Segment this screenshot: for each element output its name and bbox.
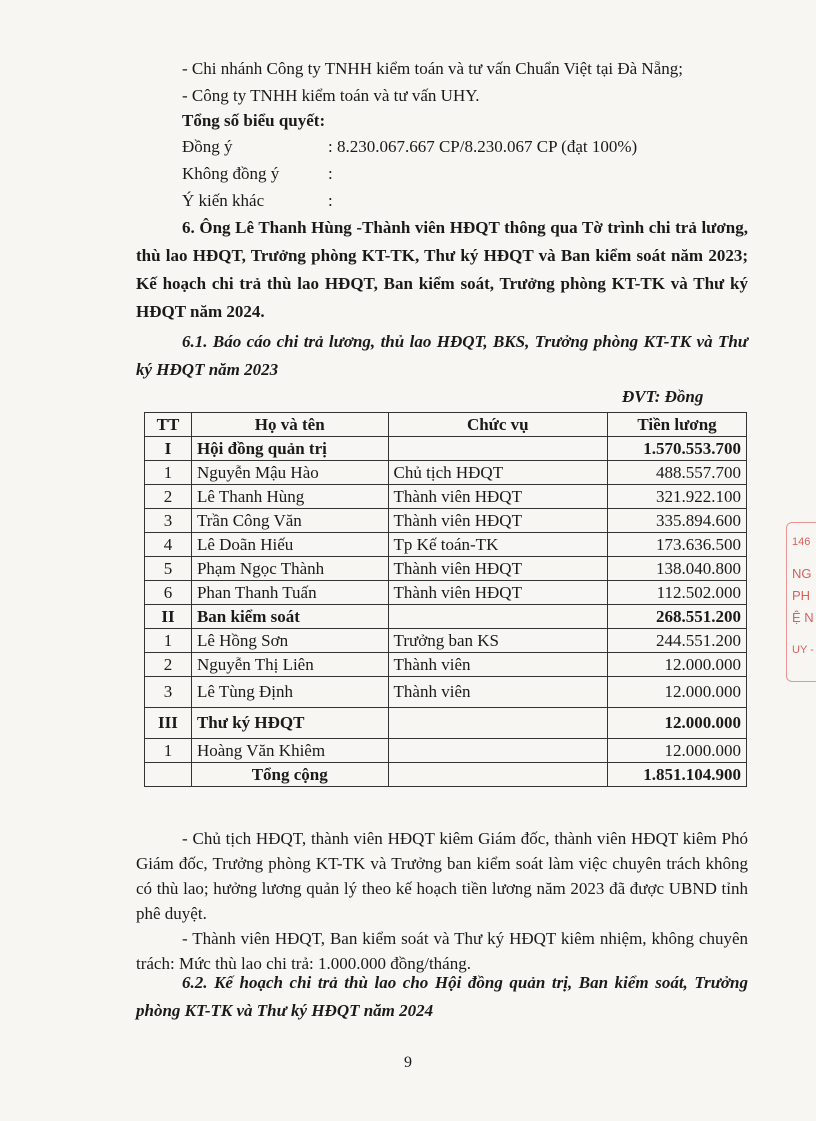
table-row xyxy=(145,437,747,461)
table-row xyxy=(145,533,747,557)
row-amount: 12.000.000 xyxy=(608,739,747,763)
row-tt: 3 xyxy=(145,509,192,533)
row-tt: III xyxy=(145,708,192,739)
vote-agree-label: Đồng ý xyxy=(182,137,233,156)
header-tt: TT xyxy=(145,413,192,437)
row-name: Nguyễn Thị Liên xyxy=(191,653,388,677)
votes-heading: Tổng số biểu quyết: xyxy=(182,111,326,130)
table-row xyxy=(145,708,747,739)
row-tt: II xyxy=(145,605,192,629)
table-row xyxy=(145,581,747,605)
table-row xyxy=(145,739,747,763)
row-name: Ban kiểm soát xyxy=(191,605,388,629)
row-name: Thư ký HĐQT xyxy=(191,708,388,739)
row-name: Hoàng Văn Khiêm xyxy=(191,739,388,763)
table-row xyxy=(145,653,747,677)
intro-line-2: - Công ty TNHH kiểm toán và tư vấn UHY. xyxy=(182,86,480,105)
seal-text-5: UY - xyxy=(792,644,814,656)
section-6-heading: 6. Ông Lê Thanh Hùng -Thành viên HĐQT thông qua Tờ trình chi trả lương, thù lao HĐQT, Trưởng phòng KT-TK, Thư ký HĐQT và Ban kiểm soát năm 2023; Kế hoạch chi trả thù lao HĐQT, Ban kiểm soát, Trưởng phòng KT-TK và Thư ký HĐQT năm 2024. xyxy=(136,218,748,321)
header-name: Họ và tên xyxy=(191,413,388,437)
row-amount: 268.551.200 xyxy=(608,605,747,629)
row-role xyxy=(388,437,608,461)
row-role: Thành viên xyxy=(388,653,608,677)
table-row xyxy=(145,677,747,708)
total-tt xyxy=(145,763,192,787)
row-amount: 1.570.553.700 xyxy=(608,437,747,461)
note-2: - Thành viên HĐQT, Ban kiểm soát và Thư ký HĐQT kiêm nhiệm, không chuyên trách: Mức thù lao chi trả: 1.000.000 đồng/tháng. xyxy=(136,929,748,973)
row-tt: 1 xyxy=(145,629,192,653)
row-tt: 2 xyxy=(145,485,192,509)
row-name: Nguyễn Mậu Hào xyxy=(191,461,388,485)
total-amount: 1.851.104.900 xyxy=(608,763,747,787)
row-name: Lê Doãn Hiếu xyxy=(191,533,388,557)
section-6-2-heading: 6.2. Kế hoạch chi trả thù lao cho Hội đồng quản trị, Ban kiểm soát, Trưởng phòng KT-TK và Thư ký HĐQT năm 2024 xyxy=(136,973,748,1020)
row-role: Thành viên xyxy=(388,677,608,708)
row-amount: 488.557.700 xyxy=(608,461,747,485)
row-role: Thành viên HĐQT xyxy=(388,509,608,533)
row-amount: 335.894.600 xyxy=(608,509,747,533)
salary-table xyxy=(144,412,747,787)
row-role xyxy=(388,708,608,739)
table-total-row xyxy=(145,763,747,787)
table-row xyxy=(145,557,747,581)
row-tt: 1 xyxy=(145,461,192,485)
red-seal-stamp xyxy=(786,522,816,682)
note-1: - Chủ tịch HĐQT, thành viên HĐQT kiêm Giám đốc, thành viên HĐQT kiêm Phó Giám đốc, Trưởng phòng KT-TK và Trưởng ban kiểm soát làm việc chuyên trách không có thù lao; hưởng lương quản lý theo kế hoạch tiền lương năm 2023 đã được UBND tỉnh phê duyệt. xyxy=(136,829,748,923)
page-number: 9 xyxy=(404,1054,412,1071)
table-row xyxy=(145,509,747,533)
seal-text-1: 146 xyxy=(792,536,811,548)
seal-text-2: NG xyxy=(792,566,812,581)
vote-disagree-value: : xyxy=(328,164,333,183)
table-row xyxy=(145,629,747,653)
row-amount: 244.551.200 xyxy=(608,629,747,653)
row-name: Phạm Ngọc Thành xyxy=(191,557,388,581)
row-role: Tp Kế toán-TK xyxy=(388,533,608,557)
table-row xyxy=(145,485,747,509)
table-row xyxy=(145,605,747,629)
row-tt: I xyxy=(145,437,192,461)
salary-table-body xyxy=(145,437,747,787)
table-header-row xyxy=(145,413,747,437)
vote-disagree-label: Không đồng ý xyxy=(182,164,280,183)
row-role: Thành viên HĐQT xyxy=(388,581,608,605)
row-role xyxy=(388,605,608,629)
row-tt: 6 xyxy=(145,581,192,605)
row-amount: 138.040.800 xyxy=(608,557,747,581)
row-role: Trưởng ban KS xyxy=(388,629,608,653)
section-6-1-heading: 6.1. Báo cáo chi trả lương, thủ lao HĐQT, BKS, Trưởng phòng KT-TK và Thư ký HĐQT năm 2023 xyxy=(136,332,748,379)
row-role: Chủ tịch HĐQT xyxy=(388,461,608,485)
vote-other-label: Ý kiến khác xyxy=(182,191,265,210)
row-name: Lê Thanh Hùng xyxy=(191,485,388,509)
vote-other-value: : xyxy=(328,191,333,210)
intro-line-1: - Chi nhánh Công ty TNHH kiểm toán và tư vấn Chuẩn Việt tại Đà Nẵng; xyxy=(182,59,683,78)
row-role: Thành viên HĐQT xyxy=(388,485,608,509)
table-row xyxy=(145,461,747,485)
row-role xyxy=(388,739,608,763)
row-name: Trần Công Văn xyxy=(191,509,388,533)
row-amount: 12.000.000 xyxy=(608,677,747,708)
unit-label: ĐVT: Đồng xyxy=(622,387,704,406)
row-role: Thành viên HĐQT xyxy=(388,557,608,581)
row-amount: 12.000.000 xyxy=(608,708,747,739)
row-tt: 3 xyxy=(145,677,192,708)
row-name: Phan Thanh Tuấn xyxy=(191,581,388,605)
row-tt: 1 xyxy=(145,739,192,763)
row-amount: 112.502.000 xyxy=(608,581,747,605)
row-name: Lê Hồng Sơn xyxy=(191,629,388,653)
row-tt: 4 xyxy=(145,533,192,557)
vote-agree-value: : 8.230.067.667 CP/8.230.067 CP (đạt 100%) xyxy=(328,137,638,156)
row-name: Hội đồng quản trị xyxy=(191,437,388,461)
row-name: Lê Tùng Định xyxy=(191,677,388,708)
row-amount: 12.000.000 xyxy=(608,653,747,677)
row-amount: 321.922.100 xyxy=(608,485,747,509)
total-role xyxy=(388,763,608,787)
row-amount: 173.636.500 xyxy=(608,533,747,557)
row-tt: 5 xyxy=(145,557,192,581)
seal-text-3: PH xyxy=(792,588,811,603)
total-label: Tổng cộng xyxy=(191,763,388,787)
header-amount: Tiền lương xyxy=(608,413,747,437)
seal-text-4: Ệ N xyxy=(792,610,814,625)
row-tt: 2 xyxy=(145,653,192,677)
header-role: Chức vụ xyxy=(388,413,608,437)
